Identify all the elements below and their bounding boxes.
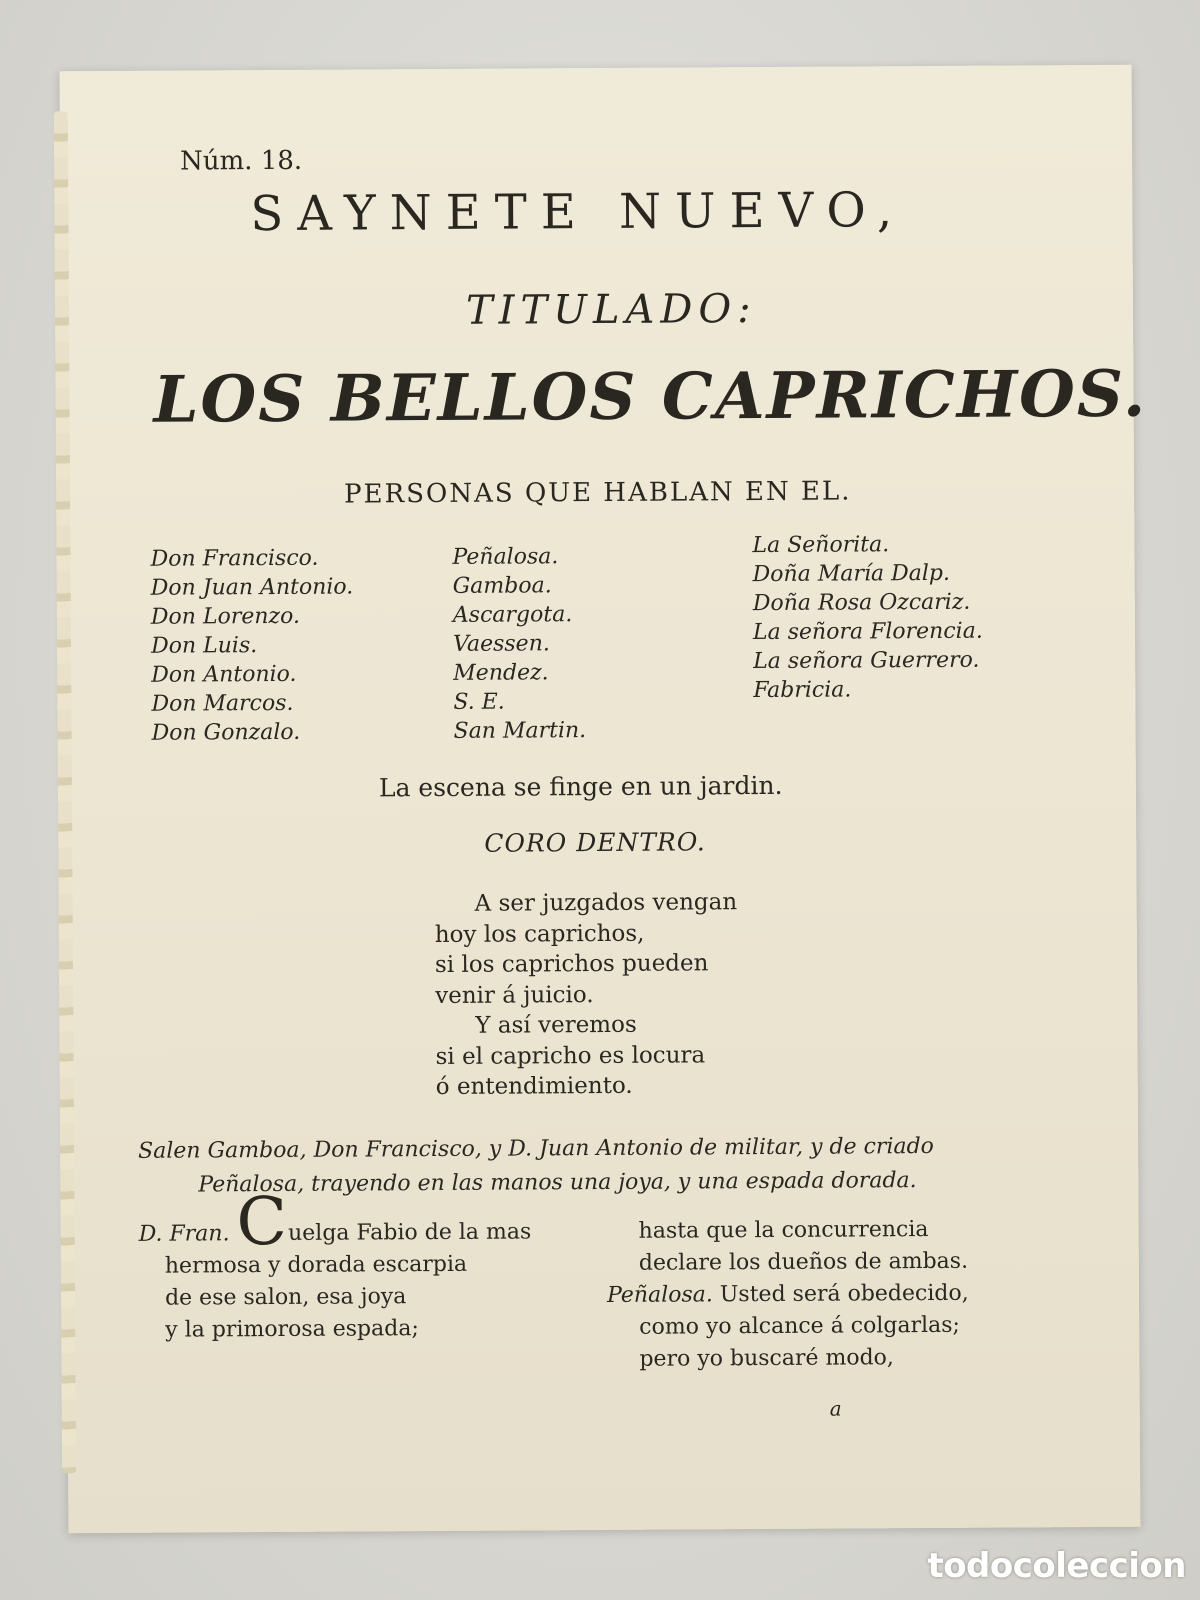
play-title: LOS BELLOS CAPRICHOS. <box>153 356 1148 438</box>
dialogue-text: uelga Fabio de la mas <box>287 1219 532 1246</box>
chorus-verse <box>435 887 739 1102</box>
cast-name: Don Juan Antonio. <box>150 574 354 601</box>
watermark-logo: todocoleccion <box>927 1546 1186 1586</box>
verse-line: Y así veremos <box>475 1011 637 1039</box>
verse-line: A ser juzgados vengan <box>474 889 738 917</box>
cast-name: Peñalosa. <box>452 544 559 570</box>
cast-name: Don Marcos. <box>151 690 294 717</box>
cast-heading: PERSONAS QUE HABLAN EN EL. <box>344 476 852 510</box>
cast-name: Doña María Dalp. <box>752 560 951 588</box>
speaker-label: Peñalosa. <box>606 1282 713 1308</box>
dialogue-line <box>607 1278 969 1312</box>
stage-line: Salen Gamboa, Don Francisco, y D. Juan Antonio de militar, y de criado <box>138 1133 934 1164</box>
title-titulado: TITULADO: <box>465 286 757 334</box>
scene-setting: La escena se finge en un jardin. <box>378 770 783 803</box>
dialogue-line: de ese salon, esa joya <box>164 1284 407 1311</box>
verse-line: si los caprichos pueden <box>434 950 709 979</box>
cast-name: Don Gonzalo. <box>151 719 301 746</box>
cast-column-2 <box>452 542 586 746</box>
cast-name: Gamboa. <box>452 573 552 599</box>
cast-name: San Martin. <box>453 718 587 744</box>
stage-line: Peñalosa, trayendo en las manos una joya, y una espada dorada. <box>198 1168 917 1198</box>
dialogue-line <box>138 1182 532 1261</box>
title-saynete-nuevo: SAYNETE NUEVO, <box>250 182 907 243</box>
cast-name: La Señorita. <box>752 532 890 559</box>
dialogue-line: como yo alcance á colgarlas; <box>639 1312 961 1340</box>
cast-name: Doña Rosa Ozcariz. <box>752 589 971 617</box>
cast-column-1 <box>150 544 354 748</box>
cast-name: Vaessen. <box>452 631 550 657</box>
cast-name: Don Luis. <box>150 633 258 659</box>
dialogue-right-column <box>607 1214 970 1376</box>
cast-name: La señora Florencia. <box>752 618 983 646</box>
drop-cap: C <box>236 1182 288 1261</box>
signature-mark: a <box>829 1396 842 1421</box>
verse-line: si el capricho es locura <box>435 1041 706 1070</box>
cast-name: Don Lorenzo. <box>150 603 301 630</box>
dialogue-text: Usted será obedecido, <box>719 1280 969 1308</box>
issue-number: Núm. 18. <box>180 145 303 177</box>
dialogue-line: declare los dueños de ambas. <box>638 1248 969 1276</box>
dialogue-line: hermosa y dorada escarpia <box>164 1251 468 1279</box>
speaker-label: D. Fran. <box>138 1221 230 1247</box>
dialogue-line: pero yo buscaré modo, <box>639 1345 894 1372</box>
cast-name: S. E. <box>453 689 505 715</box>
cast-name: La señora Guerrero. <box>753 647 980 675</box>
cast-name: Mendez. <box>453 660 549 686</box>
cast-name: Don Antonio. <box>151 661 297 688</box>
printed-page <box>60 65 1148 1534</box>
verse-line: ó entendimiento. <box>435 1072 633 1101</box>
cast-name: Ascargota. <box>452 602 573 628</box>
dialogue-line: y la primorosa espada; <box>165 1316 419 1343</box>
cast-name: Fabricia. <box>753 677 852 704</box>
cast-name: Don Francisco. <box>150 545 319 572</box>
verse-line: venir á juicio. <box>435 981 594 1009</box>
dialogue-line: hasta que la concurrencia <box>638 1217 929 1244</box>
chorus-heading: CORO DENTRO. <box>484 827 706 858</box>
cast-column-3 <box>752 530 983 705</box>
dialogue-left-column <box>138 1182 532 1346</box>
verse-line: hoy los caprichos, <box>434 920 645 948</box>
